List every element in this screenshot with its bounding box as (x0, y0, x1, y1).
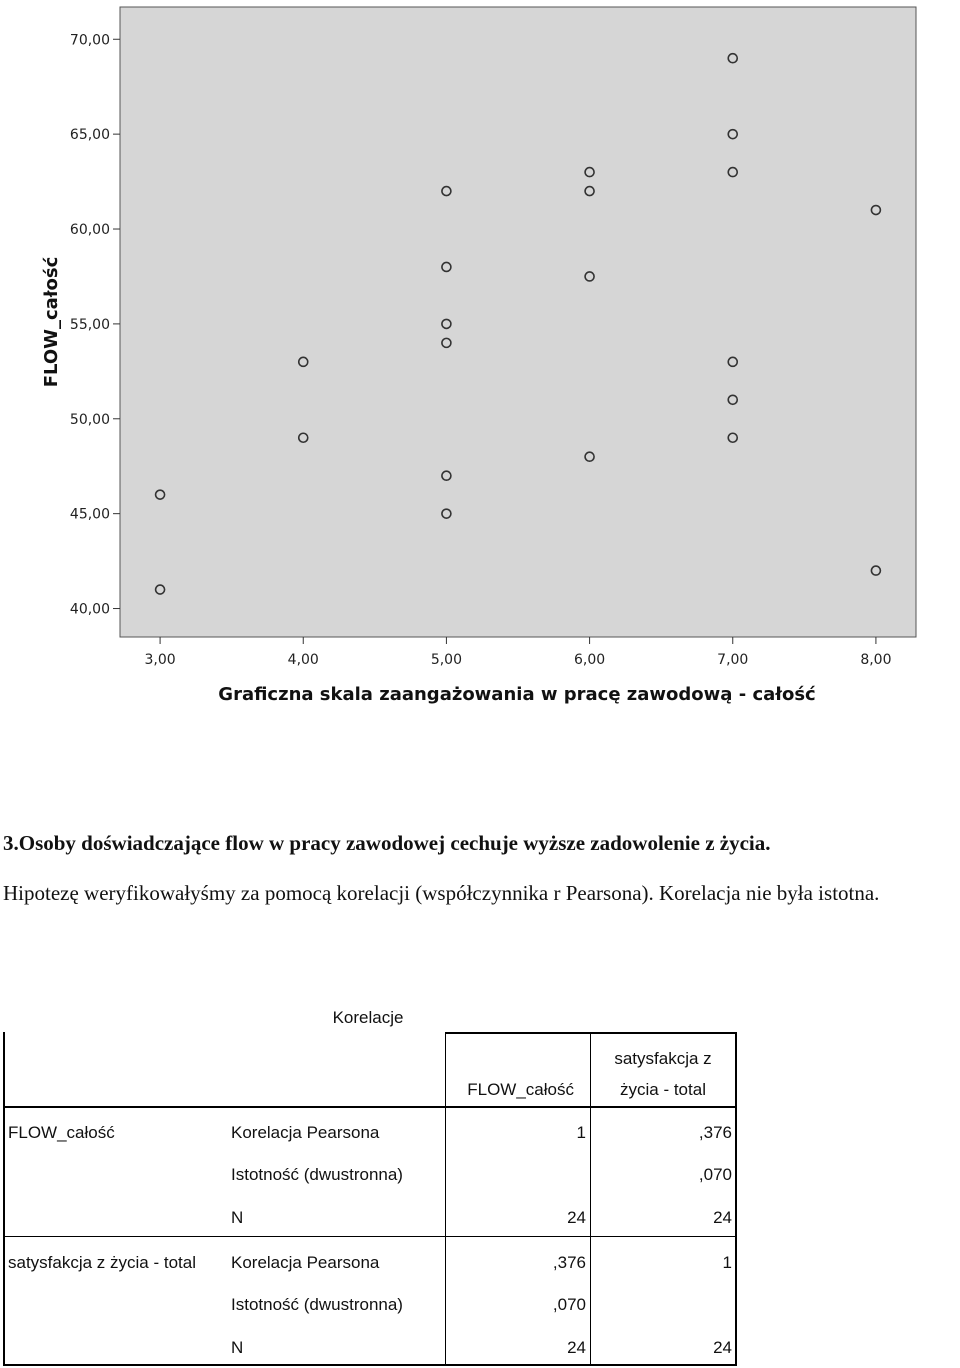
stat-label: Korelacja Pearsona (231, 1253, 380, 1272)
x-tick-label: 8,00 (860, 652, 892, 668)
table-cell: 1 (576, 1123, 586, 1142)
table-cell: 24 (713, 1208, 732, 1227)
y-tick-label: 60,00 (69, 222, 110, 239)
y-tick-label: 70,00 (69, 32, 110, 49)
table-cell: ,376 (552, 1253, 586, 1272)
y-tick-label: 65,00 (69, 127, 110, 144)
stat-label: N (231, 1338, 244, 1357)
row-group-label: FLOW_całość (8, 1123, 115, 1142)
y-tick-label: 40,00 (69, 601, 110, 618)
y-tick-label: 45,00 (69, 506, 110, 523)
col-header-satisfaction-line2: życia - total (620, 1080, 706, 1099)
col-header-satisfaction-line1: satysfakcja z (614, 1049, 712, 1068)
table-cell: 1 (722, 1253, 732, 1272)
x-axis-title: Graficzna skala zaangażowania w pracę zawodową - całość (218, 684, 816, 705)
stat-label: Istotność (dwustronna) (231, 1295, 403, 1314)
col-header-flow: FLOW_całość (467, 1080, 574, 1099)
y-tick-label: 55,00 (69, 316, 110, 333)
table-cell: ,070 (552, 1295, 586, 1314)
row-group-label: satysfakcja z życia - total (8, 1253, 197, 1272)
x-tick-label: 5,00 (430, 652, 463, 668)
table-border-left (3, 1032, 5, 1365)
section-heading: 3.Osoby doświadczające flow w pracy zawodowej cechuje wyższe zadowolenie z życia. (3, 831, 771, 855)
table-title: Korelacje (332, 1008, 404, 1027)
table-cell: ,376 (698, 1123, 732, 1142)
stat-label: Korelacja Pearsona (231, 1123, 380, 1142)
y-axis-title: FLOW_całość (41, 256, 62, 388)
x-tick-label: 7,00 (717, 652, 749, 668)
x-tick-label: 3,00 (144, 652, 176, 668)
table-cell: 24 (567, 1338, 586, 1357)
stat-label: Istotność (dwustronna) (231, 1165, 403, 1184)
table-border-top (445, 1032, 737, 1034)
table-divider-col1 (445, 1032, 446, 1365)
table-cell: 24 (713, 1338, 732, 1357)
stat-label: N (231, 1208, 244, 1227)
table-cell: 24 (567, 1208, 586, 1227)
table-cell: ,070 (698, 1165, 732, 1184)
x-tick-label: 4,00 (287, 652, 319, 668)
x-tick-label: 6,00 (573, 652, 606, 668)
table-group-divider (3, 1236, 737, 1237)
body-paragraph: Hipotezę weryfikowałyśmy za pomocą korelacji (współczynnika r Pearsona). Korelacja nie była istotna. (3, 881, 880, 905)
table-border-bottom (3, 1364, 737, 1366)
y-tick-label: 50,00 (69, 411, 110, 428)
table-header-bottom (3, 1106, 737, 1108)
